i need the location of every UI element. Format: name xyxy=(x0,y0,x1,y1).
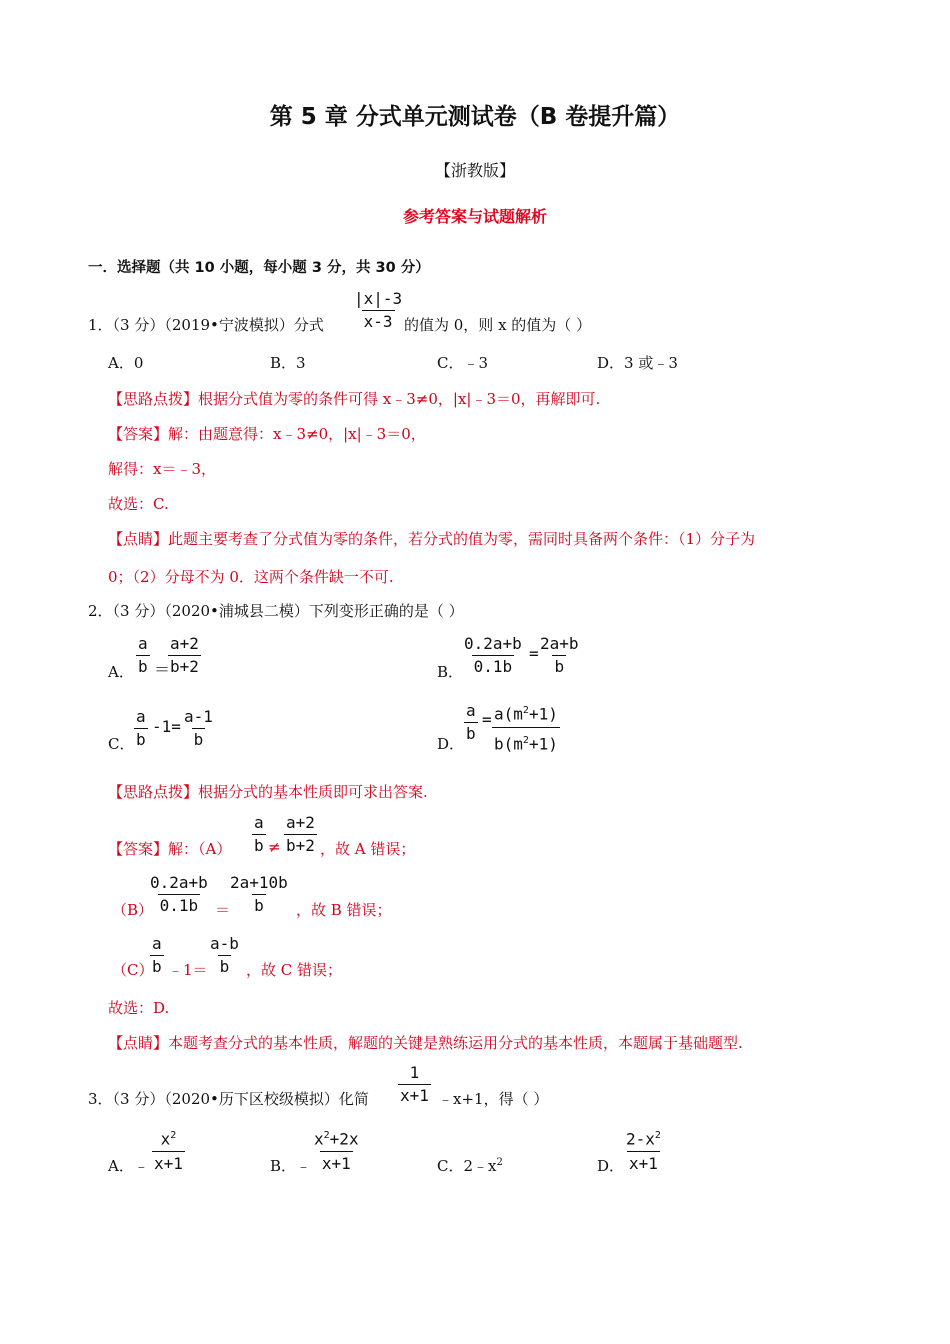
q2-a-frac-1 xyxy=(136,633,150,678)
q2-ans-c-f2-den: b xyxy=(219,957,230,976)
q3-fraction xyxy=(398,1062,431,1107)
q2-d-frac-2 xyxy=(492,698,560,758)
q1-comment-1: 【点睛】此题主要考查了分式值为零的条件，若分式的值为零，需同时具备两个条件：（1）分子为 xyxy=(108,530,756,548)
q3-frac-den: x+1 xyxy=(400,1086,429,1105)
q2-ans-c-tail: ，故 C 错误； xyxy=(246,961,343,979)
q2-hint: 【思路点拨】根据分式的基本性质即可求出答案. xyxy=(108,783,428,801)
q1-frac-num: |x|-3 xyxy=(354,289,403,308)
q2-a-frac-2 xyxy=(168,633,201,678)
q2-ans-b-tail: ，故 B 错误； xyxy=(296,901,392,919)
q2-c-f2-den: b xyxy=(193,730,204,749)
q1-stem-a: 1．（3 分）（2019•宁波模拟）分式 xyxy=(88,316,324,334)
edition-label: 【浙教版】 xyxy=(434,161,515,180)
q2-b-f1-num: 0.2a+b xyxy=(464,634,522,653)
q2-choose: 故选：D. xyxy=(108,999,170,1017)
q2-d-f1-den: b xyxy=(466,724,476,743)
q2-ans-a-tail: ，故 A 错误； xyxy=(320,840,416,858)
q2-ans-c-label: （C） xyxy=(112,961,154,979)
q3-a-den: x+1 xyxy=(152,1151,185,1176)
q2-ans-b-frac-2 xyxy=(228,872,290,917)
q2-ans-b-label: （B） xyxy=(112,901,154,919)
q2-c-f2-num: a-1 xyxy=(184,707,213,726)
q2-ans-c-frac-1 xyxy=(150,933,164,978)
q2-ans-a-frac-2 xyxy=(284,812,317,857)
q3-option-d-label: D． xyxy=(597,1157,625,1175)
q2-b-f2-den: b xyxy=(554,657,565,676)
q2-c-f1-den: b xyxy=(136,730,146,749)
q2-a-f2-num: a+2 xyxy=(170,634,199,653)
q3-frac-num: 1 xyxy=(409,1063,420,1082)
q2-ans-a-f1-den: b xyxy=(254,836,264,855)
q2-b-frac-1 xyxy=(462,633,524,678)
q1-solve: 解得：x＝﹣3， xyxy=(108,460,217,478)
q1-choose: 故选：C. xyxy=(108,495,169,513)
q3-d-frac xyxy=(624,1124,663,1176)
q2-c-mid: -1= xyxy=(152,717,181,736)
q2-b-f2-num: 2a+b xyxy=(540,634,579,653)
q1-option-d: D．3 或﹣3 xyxy=(597,354,678,372)
q2-stem: 2．（3 分）（2020•浦城县二模）下列变形正确的是（ ） xyxy=(88,602,464,620)
q2-d-f2-den: $b(m^2+1)$ xyxy=(492,727,560,757)
q2-comment: 【点睛】本题考查分式的基本性质，解题的关键是熟练运用分式的基本性质，本题属于基础题型. xyxy=(108,1034,743,1052)
q2-ans-b-eq: ＝ xyxy=(215,901,231,919)
q3-stem-b: ﹣x+1，得（ ） xyxy=(438,1090,549,1108)
q2-ans-c-frac-2 xyxy=(208,933,241,978)
q2-a-f1-den: b xyxy=(138,657,148,676)
q2-ans-c-f1-num: a xyxy=(152,934,162,953)
q2-b-frac-2 xyxy=(538,633,581,678)
q2-d-f2-num: $a(m^2+1)$ xyxy=(494,704,558,724)
q2-ans-c-f1-den: b xyxy=(152,957,162,976)
q1-option-b: B．3 xyxy=(270,354,306,372)
answers-title: 参考答案与试题解析 xyxy=(402,207,547,226)
q3-a-frac xyxy=(152,1124,185,1176)
q3-stem-a: 3．（3 分）（2020•历下区校级模拟）化简 xyxy=(88,1090,369,1108)
q2-c-frac-2 xyxy=(182,706,215,751)
q1-fraction xyxy=(352,288,404,333)
q2-ans-a-neq: ≠ xyxy=(268,838,281,856)
q2-ans-a-f2-den: b+2 xyxy=(286,836,315,855)
q1-comment-2: 0；（2）分母不为 0．这两个条件缺一不可. xyxy=(108,568,394,586)
q3-option-c: C．$2﹣x^2$ xyxy=(437,1157,503,1175)
q2-ans-c-f2-num: a-b xyxy=(210,934,239,953)
q2-ans-a-frac-1 xyxy=(252,812,266,857)
q2-b-eq: = xyxy=(529,644,539,663)
q3-option-b-label: B．﹣ xyxy=(270,1157,312,1175)
q2-ans-b-f1-num: 0.2a+b xyxy=(150,873,208,892)
q2-option-b-label: B． xyxy=(437,663,464,681)
q2-ans-b-f1-den: 0.1b xyxy=(159,896,199,915)
q3-d-den: x+1 xyxy=(627,1151,660,1176)
q1-answer: 【答案】解：由题意得：x﹣3≠0，|x|﹣3＝0， xyxy=(108,425,426,443)
q2-d-f1-num: a xyxy=(466,701,476,720)
q2-c-frac-1 xyxy=(134,706,148,751)
q1-hint: 【思路点拨】根据分式值为零的条件可得 x﹣3≠0，|x|﹣3＝0，再解即可. xyxy=(108,390,601,408)
section-heading: 一．选择题（共 10 小题，每小题 3 分，共 30 分） xyxy=(88,260,430,276)
q2-a-f2-den: b+2 xyxy=(170,657,199,676)
q2-ans-b-f2-den: b xyxy=(254,896,264,915)
q2-a-eq: ＝ xyxy=(154,660,171,679)
q2-ans-a-f2-num: a+2 xyxy=(286,813,315,832)
q2-d-frac-1 xyxy=(464,700,478,745)
page-title: 第 5 章 分式单元测试卷（B 卷提升篇） xyxy=(269,104,681,130)
q3-option-a-label: A．﹣ xyxy=(108,1157,149,1175)
q3-d-num: $2-x^2$ xyxy=(626,1129,661,1149)
q1-stem-b: 的值为 0，则 x 的值为（ ） xyxy=(404,316,592,334)
q2-ans-a-f1-num: a xyxy=(254,813,264,832)
q3-b-num: $x^2+2x$ xyxy=(314,1129,359,1149)
q1-option-a: A．0 xyxy=(108,354,144,372)
q2-answer-prefix: 【答案】解：（A） xyxy=(108,840,232,858)
q2-option-a-label: A． xyxy=(108,663,134,681)
q3-b-den: x+1 xyxy=(320,1151,353,1176)
q2-option-d-label: D． xyxy=(437,735,465,753)
q2-option-c-label: C． xyxy=(108,735,135,753)
q2-d-eq: = xyxy=(482,710,492,729)
q2-ans-b-frac-1 xyxy=(148,872,210,917)
q2-c-f1-num: a xyxy=(136,707,146,726)
q3-b-frac xyxy=(312,1124,361,1176)
q1-option-c: C．﹣3 xyxy=(437,354,489,372)
q2-a-f1-num: a xyxy=(138,634,148,653)
q1-frac-den: x-3 xyxy=(363,312,393,331)
q3-a-num: $x^2$ xyxy=(160,1129,177,1149)
q2-ans-b-f2-num: 2a+10b xyxy=(230,873,288,892)
q2-ans-c-mid: ﹣1＝ xyxy=(168,961,208,979)
q2-b-f1-den: 0.1b xyxy=(473,657,513,676)
